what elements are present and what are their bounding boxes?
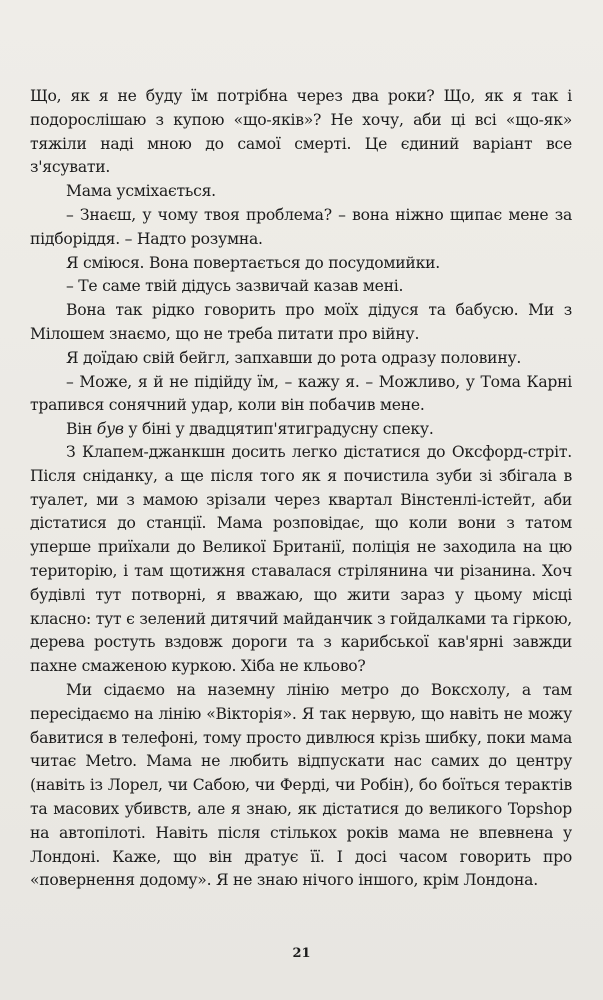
paragraph: Я доїдаю свій бейгл, запхавши до рота одразу половину. (66, 348, 522, 367)
paragraph: – Те саме твій дідусь зазвичай казав мені. (66, 277, 404, 296)
page-number: 21 (292, 946, 311, 961)
paragraph: – Знаєш, у чому твоя проблема? – вона ніжно щипає мене за підборіддя. – Надто розумна. (30, 205, 572, 248)
paragraph: – Може, я й не підійду їм, – кажу я. – Можливо, у Тома Карні трапився сонячний удар, коли він побачив мене. (30, 372, 572, 415)
paragraph (30, 418, 572, 442)
paragraph: З Клапем-джанкшн досить легко дістатися до Оксфорд-стріт. Після сніданку, а ще після того як я почистила зуби зі збігала в туалет, ми з мамою зрізали через квартал Вінстенлі-істейт, аби дістатися до станції. Мама розповідає, що коли вони з татом уперше приїхали до Великої Британії, поліція не заходила на цю територію, і там щотижня ставалася стрілянина чи різанина. Хоч будівлі тут потворні, я вважаю, що жити зараз у цьому місці класно: тут є зелений дитячий майданчик з гойдалками та гіркою, дерева ростуть вздовж дороги та з карибської кав'ярні завжди пахне смаженою куркою. Хіба не кльово? (30, 443, 572, 676)
text-run: Він (66, 420, 97, 439)
paragraph: Мама усміхається. (66, 182, 216, 201)
paragraph: Що, як я не буду їм потрібна через два роки? Що, як я так і подорослішаю з купою «що-яків»? Не хочу, аби ці всі «що-як» тяжіли наді мною до самої смерті. Це єдиний варіант все з'ясувати. (30, 87, 572, 177)
text-run: у біні у двадцятип'ятиградусну спеку. (123, 420, 434, 439)
emphasis: був (96, 420, 124, 439)
text-block-2 (30, 441, 572, 893)
paragraph: Я сміюся. Вона повертається до посудомийки. (66, 253, 440, 272)
text-block-1 (30, 85, 572, 442)
paragraph: Вона так рідко говорить про моїх дідуся та бабусю. Ми з Мілошем знаємо, що не треба питати про війну. (30, 301, 572, 343)
paragraph: Ми сідаємо на наземну лінію метро до Воксхолу, а там пересідаємо на лінію «Вікторія». Я так нервую, що навіть не можу бавитися в телефоні, тому просто дивлюся крізь шибку, поки мама читає Metro. Мама не любить відпускати нас самих до центру (навіть із Лорел, чи Сабою, чи Ферді, чи Робін), бо боїться терактів та масових убивств, але я знаю, як дістатися до великого Topshop на автопілоті. Навіть після стількох років мама не впевнена у Лондоні. Каже, що він дратує її. І досі часом говорить про «повернення додому». Я не знаю нічого іншого, крім Лондона. (30, 680, 572, 890)
